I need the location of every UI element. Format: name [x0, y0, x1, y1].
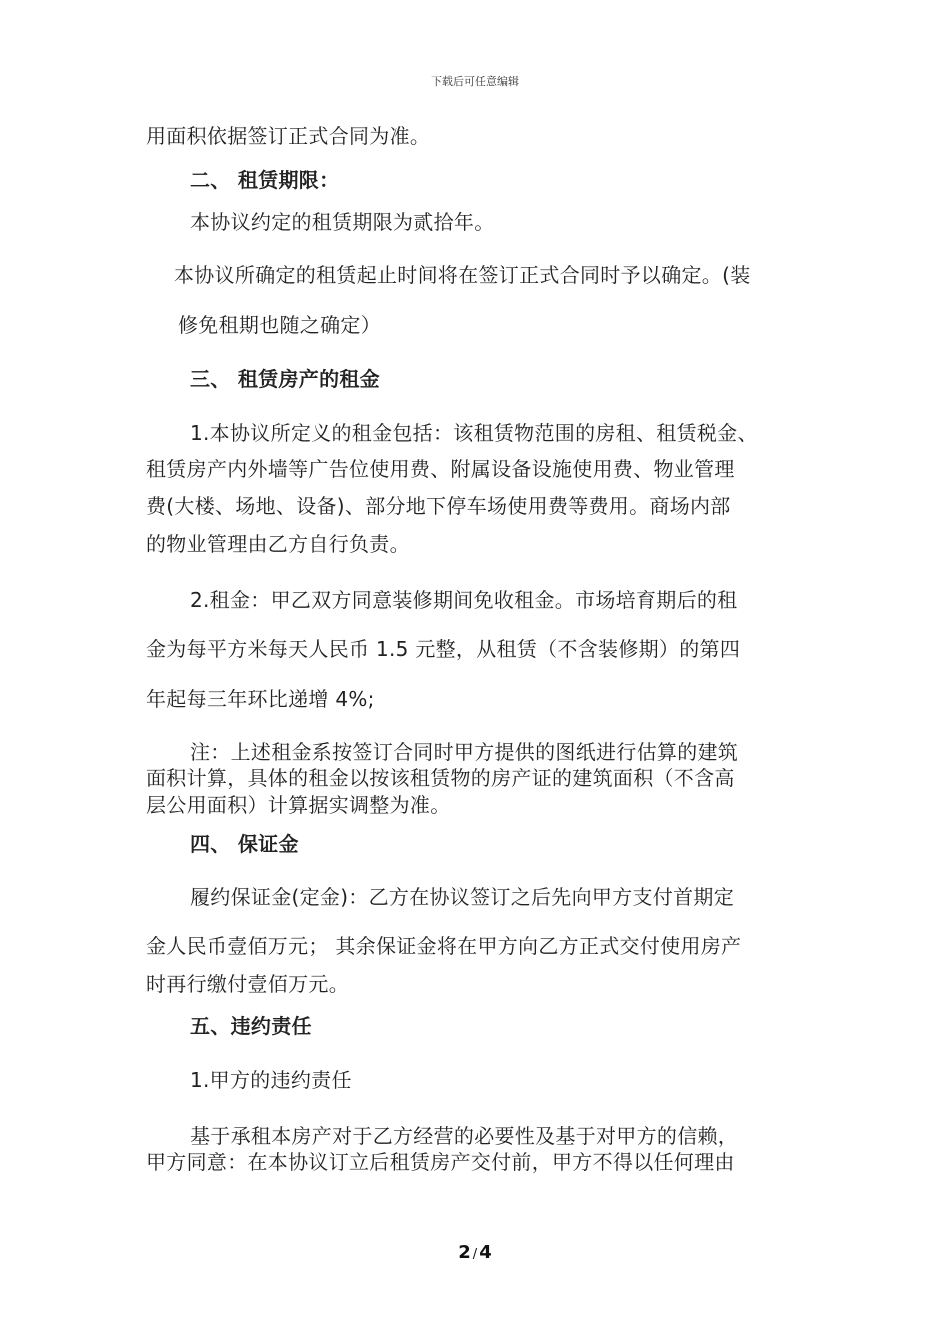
body-line: 1.甲方的违约责任 [190, 1068, 352, 1092]
body-line: 的物业管理由乙方自行负责。 [146, 532, 410, 556]
body-line: 甲方同意：在本协议订立后租赁房产交付前，甲方不得以任何理由 [146, 1150, 735, 1174]
body-line: 注：上述租金系按签订合同时甲方提供的图纸进行估算的建筑 [190, 740, 739, 764]
page-number [0, 1242, 950, 1263]
body-line: 金人民币壹佰万元； 其余保证金将在甲方向乙方正式交付使用房产 [146, 934, 742, 958]
body-line: 本协议所确定的租赁起止时间将在签订正式合同时予以确定。(装 [174, 263, 751, 287]
body-line: 时再行缴付壹佰万元。 [146, 972, 349, 996]
body-line: 租赁房产内外墙等广告位使用费、附属设备设施使用费、物业管理 [146, 457, 735, 481]
body-line: 金为每平方米每天人民币 1.5 元整，从租赁（不含装修期）的第四 [146, 637, 741, 661]
body-line: 修免租期也随之确定） [178, 313, 381, 337]
body-line: 基于承租本房产对于乙方经营的必要性及基于对甲方的信赖， [190, 1124, 739, 1148]
body-line: 面积计算，具体的租金以按该租赁物的房产证的建筑面积（不含高 [146, 766, 735, 790]
section-heading-4: 四、 保证金 [190, 832, 299, 856]
header-note: 下载后可任意编辑 [431, 75, 519, 88]
body-line: 层公用面积）计算据实调整为准。 [146, 793, 451, 817]
body-line: 用面积依据签订正式合同为准。 [146, 124, 431, 148]
section-heading-2: 二、 租赁期限： [190, 168, 340, 192]
page-separator: / [472, 1247, 478, 1262]
current-page: 2 [458, 1242, 471, 1263]
section-heading-3: 三、 租赁房产的租金 [190, 367, 380, 391]
body-line: 履约保证金(定金)：乙方在协议签订之后先向甲方支付首期定 [190, 885, 735, 909]
body-line: 2.租金：甲乙双方同意装修期间免收租金。市场培育期后的租 [190, 588, 738, 612]
body-line: 1.本协议所定义的租金包括：该租赁物范围的房租、租赁税金、 [190, 421, 758, 445]
body-line: 本协议约定的租赁期限为贰拾年。 [190, 210, 495, 234]
total-pages: 4 [479, 1242, 492, 1263]
section-heading-5: 五、违约责任 [190, 1014, 312, 1038]
body-line: 年起每三年环比递增 4%; [146, 687, 375, 711]
body-line: 费(大楼、场地、设备)、部分地下停车场使用费等费用。商场内部 [146, 494, 731, 518]
